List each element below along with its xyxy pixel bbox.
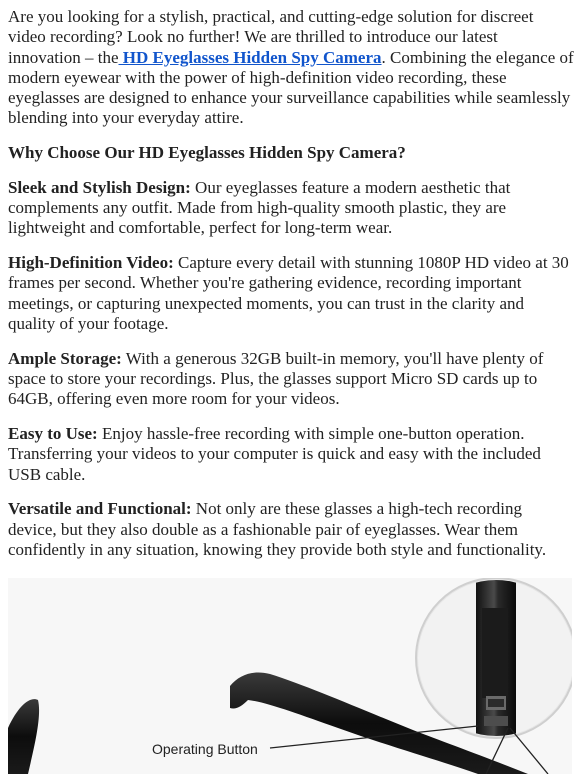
intro-text-before: Are you looking for a stylish, practical, and cutting-edge solution for discreet video recording? Look no further! We are thrilled to introduce our latest innovation – the (8, 7, 534, 67)
feature-paragraph-ease (8, 424, 574, 485)
intro-paragraph (8, 7, 574, 129)
feature-paragraph-video (8, 253, 574, 334)
feature-text: Capture every detail with stunning 1080P HD video at 30 frames per second. Whether you're gathering evidence, recording important meetings, or capturing unexpected moments, you can trust in the clarity and quality of your footage. (8, 252, 569, 333)
operating-button (484, 716, 508, 726)
operating-button-label: Operating Button (152, 741, 258, 757)
section-heading: Why Choose Our HD Eyeglasses Hidden Spy Camera? (8, 143, 406, 163)
article-body (8, 7, 574, 575)
feature-title: Ample Storage: (8, 348, 122, 368)
feature-text: Our eyeglasses feature a modern aesthetic that complements any outfit. Made from high-quality smooth plastic, they are lightweight and comfortable, perfect for long-term wear. (8, 177, 511, 238)
feature-paragraph-design (8, 178, 574, 239)
feature-title: Easy to Use: (8, 424, 98, 444)
feature-text: Enjoy hassle-free recording with simple one-button operation. Transferring your videos to your computer is quick and easy with the included USB cable. (8, 424, 541, 484)
feature-text: Not only are these glasses a high-tech recording device, but they also double as a fashionable pair of eyeglasses. Wear them confidently in any situation, knowing they provide both style and functionality. (8, 499, 547, 560)
feature-paragraph-storage (8, 349, 574, 410)
feature-text: With a generous 32GB built-in memory, you'll have plenty of space to store your recordings. Plus, the glasses support Micro SD cards up to 64GB, offering even more room for your videos. (8, 348, 544, 409)
product-link[interactable]: HD Eyeglasses Hidden Spy Camera (118, 47, 382, 67)
intro-text-after: . Combining the elegance of modern eyewear with the power of high-definition video recording, these eyeglasses are designed to enhance your surveillance capabilities while seamlessly blending into your everyday attire. (8, 47, 574, 128)
product-image (8, 578, 572, 774)
feature-title: Versatile and Functional: (8, 499, 192, 519)
feature-title: High-Definition Video: (8, 252, 174, 272)
feature-paragraph-versatile (8, 499, 574, 560)
glasses-left-frame (8, 699, 39, 774)
feature-title: Sleek and Stylish Design: (8, 177, 191, 197)
